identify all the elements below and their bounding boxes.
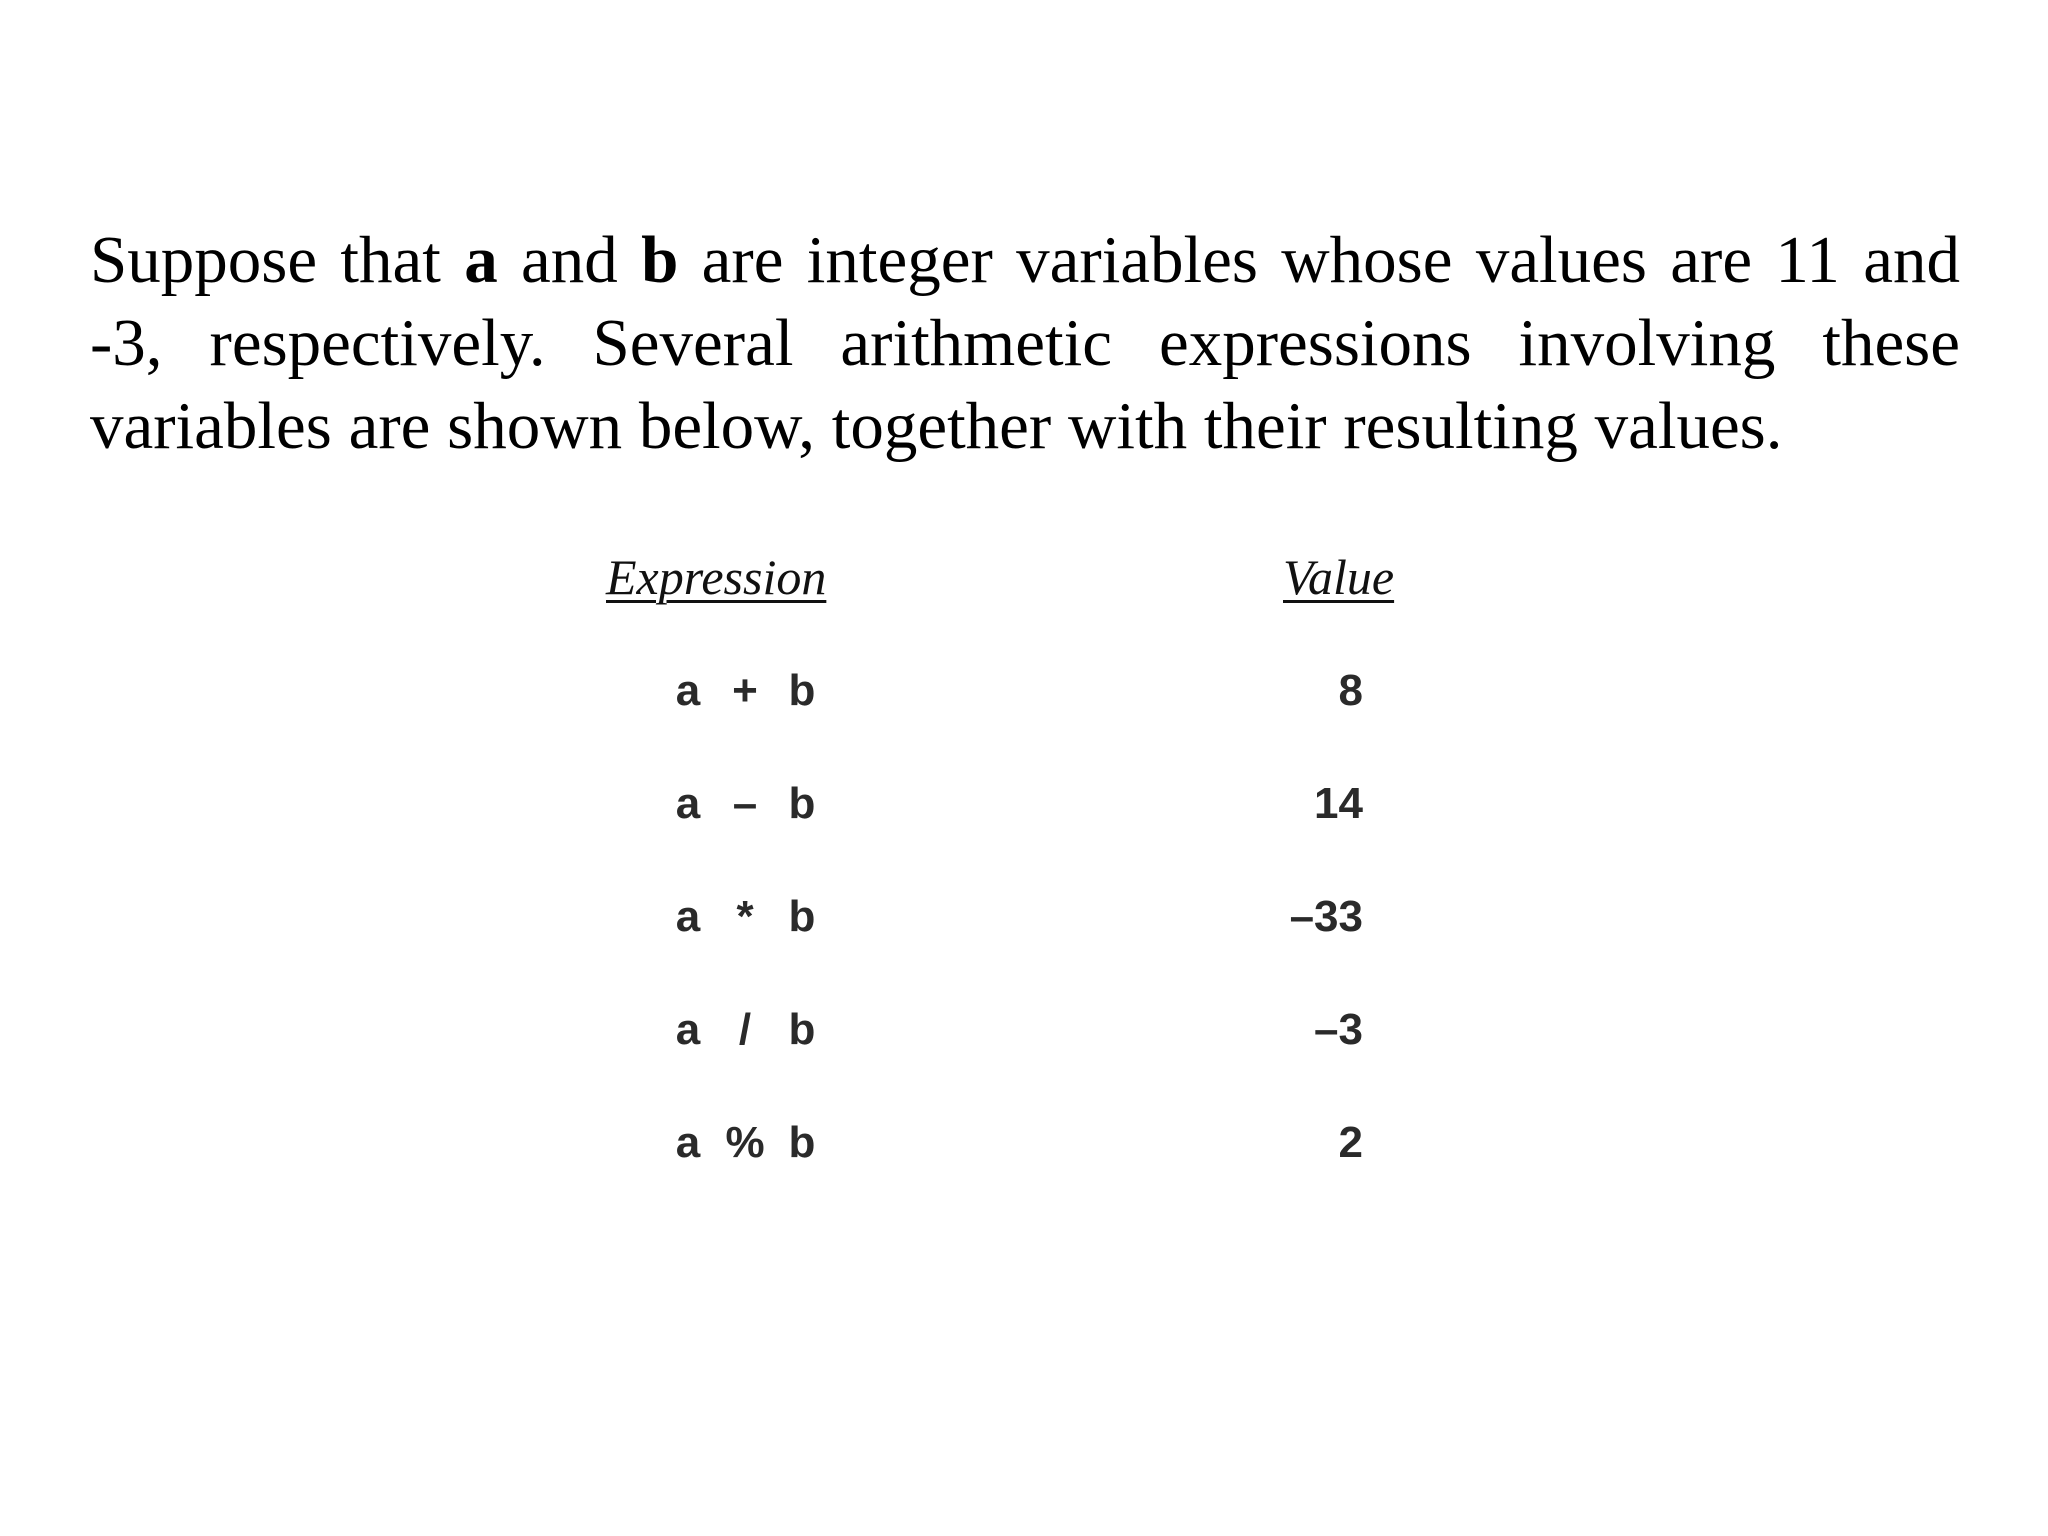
value-cell: 14 xyxy=(1314,779,1363,828)
operator: % xyxy=(725,1118,765,1167)
table-row xyxy=(0,1118,2048,1178)
operator: + xyxy=(732,666,758,715)
variable-b: b xyxy=(641,223,679,297)
operand-right: b xyxy=(788,892,816,941)
intro-text-2: and xyxy=(497,223,642,297)
value-cell: 8 xyxy=(1338,666,1363,715)
operand-left: a xyxy=(675,892,701,941)
intro-text-3: are integer variables whose values are 11 and -3, respectively. Several arithmetic expressions involving these variables are shown below, together with their resulting values. xyxy=(90,223,1960,463)
value-cell: 2 xyxy=(1338,1118,1363,1167)
intro-text-1: Suppose that xyxy=(90,223,465,297)
expression-header: Expression xyxy=(606,549,827,605)
operand-right: b xyxy=(788,666,816,715)
expression-cell xyxy=(660,779,830,829)
expression-cell xyxy=(660,1005,830,1055)
value-cell: –3 xyxy=(1314,1005,1363,1054)
expression-cell xyxy=(660,1118,830,1168)
variable-a: a xyxy=(464,223,498,297)
expression-cell xyxy=(660,666,830,716)
operand-right: b xyxy=(788,1005,816,1054)
operand-right: b xyxy=(788,1118,816,1167)
expression-cell xyxy=(660,892,830,942)
table-row xyxy=(0,666,2048,726)
table-row xyxy=(0,892,2048,952)
operand-left: a xyxy=(675,779,701,828)
operand-left: a xyxy=(675,1118,701,1167)
value-header: Value xyxy=(1283,549,1395,605)
operand-left: a xyxy=(675,666,701,715)
value-cell: –33 xyxy=(1289,892,1363,941)
table-row xyxy=(0,1005,2048,1065)
operand-right: b xyxy=(788,779,816,828)
operator: / xyxy=(738,1005,752,1054)
operand-left: a xyxy=(675,1005,701,1054)
operator: – xyxy=(732,779,758,828)
operator: * xyxy=(736,892,754,941)
table-row xyxy=(0,779,2048,839)
